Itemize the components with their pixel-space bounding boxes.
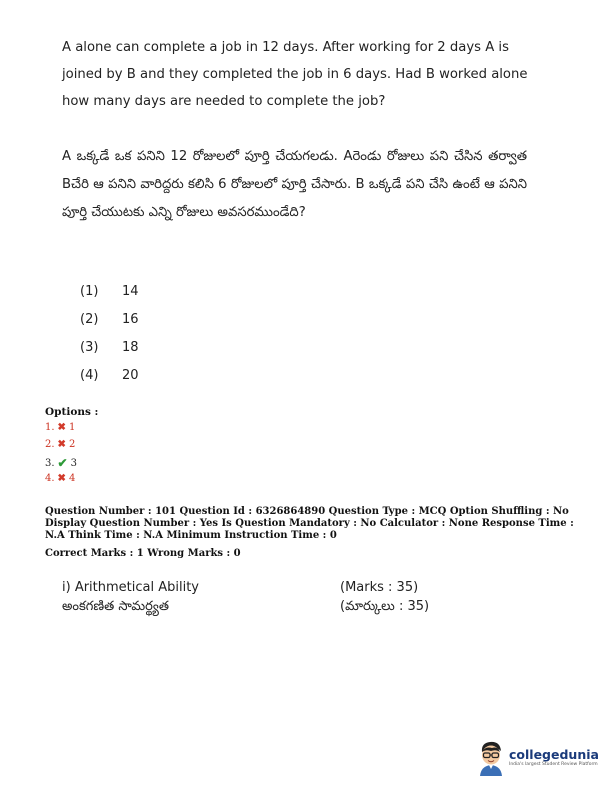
- option-3: [45, 456, 77, 470]
- choice-1: [80, 284, 139, 299]
- mascot-icon: [476, 740, 506, 776]
- option-label: 1.: [45, 422, 55, 433]
- section-title-telugu: అంకగణిత సామర్థ్యత: [62, 599, 170, 614]
- choice-2: [80, 312, 139, 327]
- logo-name: collegedunia: [509, 747, 599, 762]
- question-telugu: A ఒక్కడే ఒక పనిని 12 రోజులలో పూర్తి చేయగలడు. Aరెండు రోజులు పని చేసిన తర్వాత Bచేరి ఆ పనిని వారిద్దరు కలిసి 6 రోజులలో పూర్తి చేసారు. B ఒక్కడే పని చేసి ఉంటే ఆ పనిని పూర్తి చేయుటకు ఎన్ని రోజులు అవసరముండేది?: [62, 149, 527, 220]
- section-marks: [340, 578, 429, 616]
- choice-number: (2): [80, 312, 99, 327]
- choice-number: (4): [80, 368, 99, 383]
- section-marks-english: (Marks : 35): [340, 580, 419, 595]
- option-value: 1: [68, 422, 76, 433]
- section-title-english: i) Arithmetical Ability: [62, 580, 200, 595]
- question-english: A alone can complete a job in 12 days. After working for 2 days A is joined by B and they completed the job in 6 days. Had B worked alone how many days are needed to complete the job?: [62, 40, 528, 109]
- option-value: 3: [70, 457, 77, 469]
- question-meta: Question Number : 101 Question Id : 6326864890 Question Type : MCQ Option Shuffling : No Display Question Number : Yes Is Question Mandatory : No Calculator : None Response Time : N.A Think Time : N.A Minimum Instruction Time : 0: [45, 506, 574, 541]
- option-4: [45, 473, 75, 484]
- option-value: 4: [68, 473, 76, 484]
- choice-value: 16: [122, 312, 139, 327]
- choice-number: (1): [80, 284, 99, 299]
- section-marks-telugu: (మార్కులు : 35): [340, 599, 430, 614]
- choice-value: 14: [122, 284, 139, 299]
- marks-info: Correct Marks : 1 Wrong Marks : 0: [45, 548, 241, 559]
- logo-tagline: India's largest Student Review Platform: [509, 762, 598, 767]
- option-label: 4.: [45, 473, 55, 484]
- option-2: [45, 439, 75, 450]
- cross-icon: ✖: [57, 422, 66, 433]
- check-icon: ✔: [57, 456, 68, 470]
- cross-icon: ✖: [57, 439, 66, 450]
- choice-number: (3): [80, 340, 99, 355]
- cross-icon: ✖: [57, 473, 66, 484]
- choice-3: [80, 340, 139, 355]
- section-title: [62, 578, 199, 616]
- collegedunia-logo: [476, 740, 599, 776]
- choice-value: 18: [122, 340, 139, 355]
- option-label: 2.: [45, 439, 55, 450]
- choice-value: 20: [122, 368, 139, 383]
- option-label: 3.: [45, 457, 55, 469]
- option-value: 2: [68, 439, 76, 450]
- option-1: [45, 422, 75, 433]
- choice-4: [80, 368, 139, 383]
- options-title: Options :: [45, 406, 99, 418]
